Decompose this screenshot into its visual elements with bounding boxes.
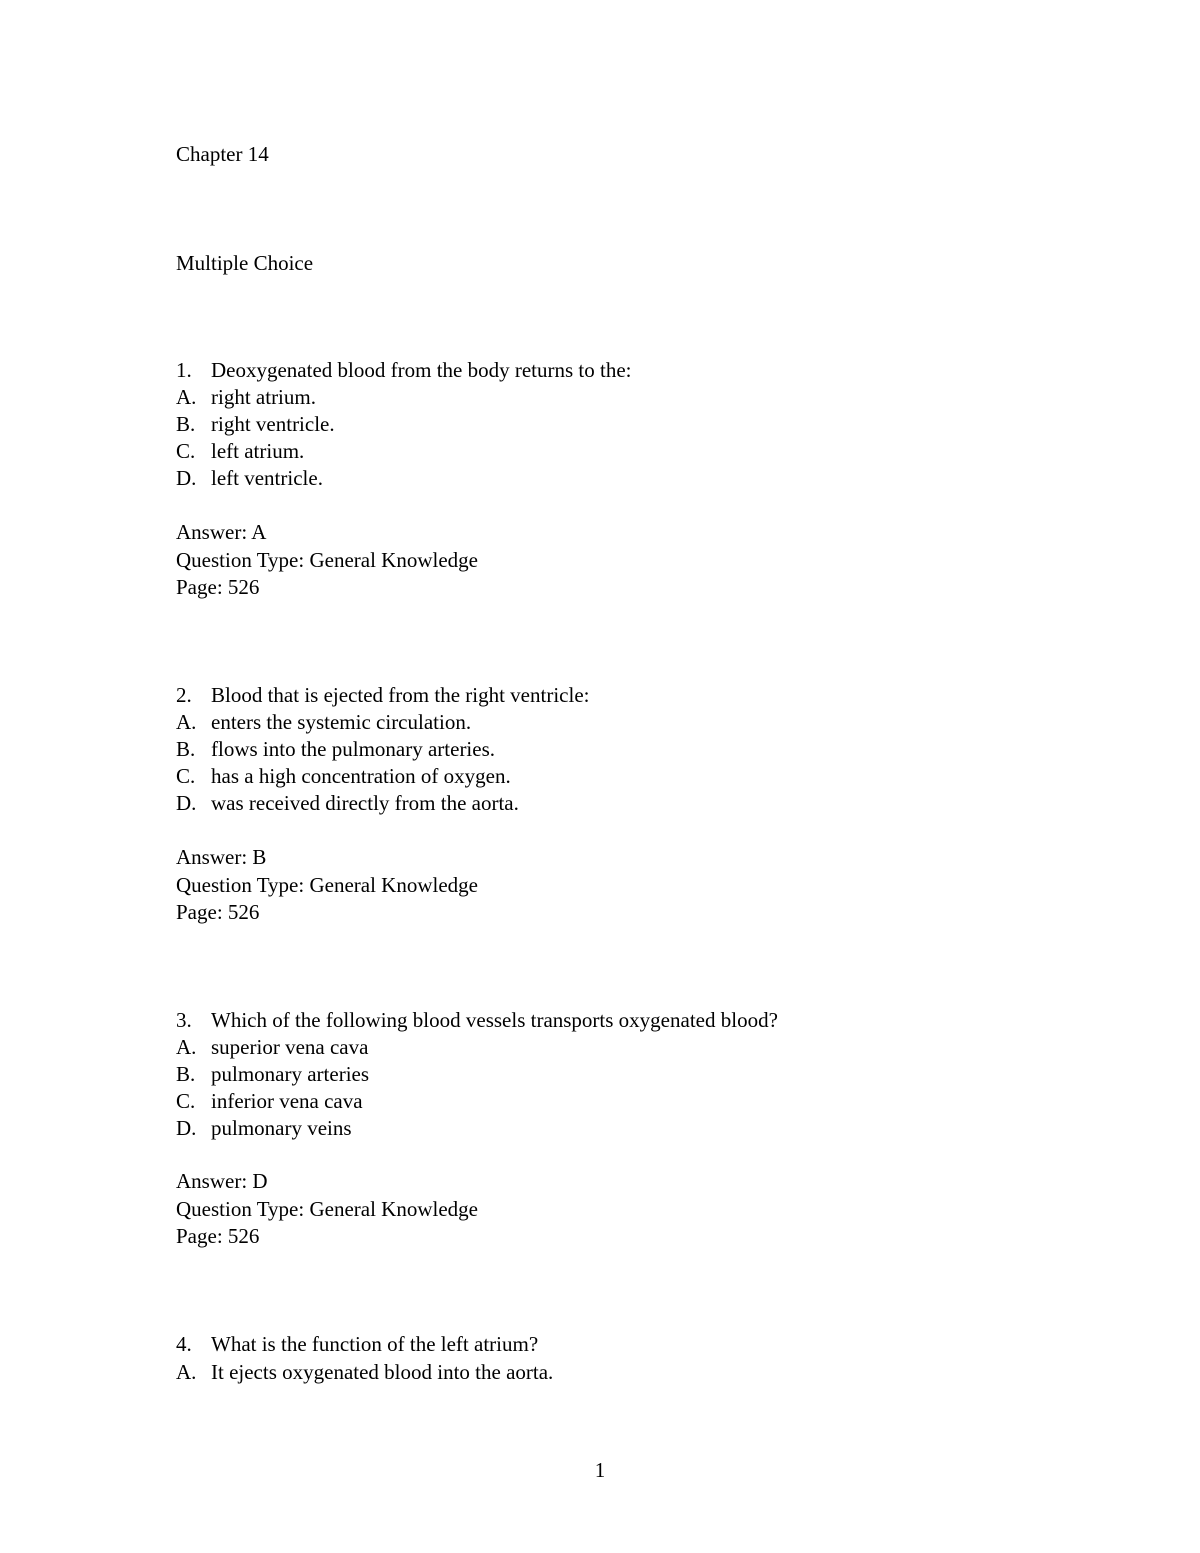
question-4-stem bbox=[176, 1331, 538, 1357]
option-letter: A. bbox=[176, 710, 197, 734]
option-letter: C. bbox=[176, 1089, 196, 1113]
question-2-answer: Answer: B bbox=[176, 845, 267, 869]
question-3-option-a bbox=[176, 1034, 368, 1060]
question-1-stem bbox=[176, 357, 631, 383]
option-letter: A. bbox=[176, 1360, 197, 1384]
question-3-stem bbox=[176, 1007, 778, 1033]
question-1-answer: Answer: A bbox=[176, 520, 267, 544]
option-letter: A. bbox=[176, 385, 197, 409]
question-2-option-a bbox=[176, 709, 471, 735]
question-3-answer: Answer: D bbox=[176, 1169, 268, 1193]
question-text: Which of the following blood vessels transports oxygenated blood? bbox=[211, 1008, 778, 1032]
question-3-type: Question Type: General Knowledge bbox=[176, 1197, 478, 1221]
option-text: pulmonary arteries bbox=[211, 1062, 370, 1086]
question-2-stem bbox=[176, 682, 589, 708]
option-text: flows into the pulmonary arteries. bbox=[211, 737, 496, 761]
question-1-option-d bbox=[176, 465, 323, 491]
question-number: 2. bbox=[176, 683, 192, 707]
option-text: superior vena cava bbox=[211, 1035, 369, 1059]
question-text: Blood that is ejected from the right ventricle: bbox=[211, 683, 590, 707]
question-3-option-b bbox=[176, 1061, 369, 1087]
option-text: right ventricle. bbox=[211, 412, 335, 436]
question-text: Deoxygenated blood from the body returns to the: bbox=[211, 358, 632, 382]
option-letter: C. bbox=[176, 439, 196, 463]
option-letter: B. bbox=[176, 737, 196, 761]
question-1-type: Question Type: General Knowledge bbox=[176, 548, 478, 572]
page-number: 1 bbox=[594, 1458, 606, 1482]
question-1-option-c bbox=[176, 438, 304, 464]
option-letter: D. bbox=[176, 1116, 197, 1140]
option-letter: A. bbox=[176, 1035, 197, 1059]
question-2-option-d bbox=[176, 790, 519, 816]
chapter-title: Chapter 14 bbox=[176, 142, 269, 166]
question-1-option-b bbox=[176, 411, 335, 437]
option-letter: D. bbox=[176, 466, 197, 490]
question-3-page: Page: 526 bbox=[176, 1224, 260, 1248]
question-text: What is the function of the left atrium? bbox=[211, 1332, 539, 1356]
question-2-option-c bbox=[176, 763, 511, 789]
option-letter: B. bbox=[176, 1062, 196, 1086]
option-letter: C. bbox=[176, 764, 196, 788]
option-text: pulmonary veins bbox=[211, 1116, 352, 1140]
section-title: Multiple Choice bbox=[176, 251, 314, 275]
option-text: inferior vena cava bbox=[211, 1089, 363, 1113]
option-text: left ventricle. bbox=[211, 466, 323, 490]
option-letter: D. bbox=[176, 791, 197, 815]
question-4-option-a bbox=[176, 1359, 553, 1385]
question-number: 4. bbox=[176, 1332, 192, 1356]
option-text: was received directly from the aorta. bbox=[211, 791, 519, 815]
option-letter: B. bbox=[176, 412, 196, 436]
question-2-page: Page: 526 bbox=[176, 900, 260, 924]
option-text: right atrium. bbox=[211, 385, 316, 409]
option-text: It ejects oxygenated blood into the aorta. bbox=[211, 1360, 554, 1384]
question-number: 1. bbox=[176, 358, 192, 382]
option-text: left atrium. bbox=[211, 439, 305, 463]
question-2-type: Question Type: General Knowledge bbox=[176, 873, 478, 897]
question-3-option-d bbox=[176, 1115, 352, 1141]
question-3-option-c bbox=[176, 1088, 363, 1114]
option-text: has a high concentration of oxygen. bbox=[211, 764, 511, 788]
option-text: enters the systemic circulation. bbox=[211, 710, 472, 734]
question-2-option-b bbox=[176, 736, 495, 762]
question-number: 3. bbox=[176, 1008, 192, 1032]
question-1-option-a bbox=[176, 384, 316, 410]
question-1-page: Page: 526 bbox=[176, 575, 260, 599]
